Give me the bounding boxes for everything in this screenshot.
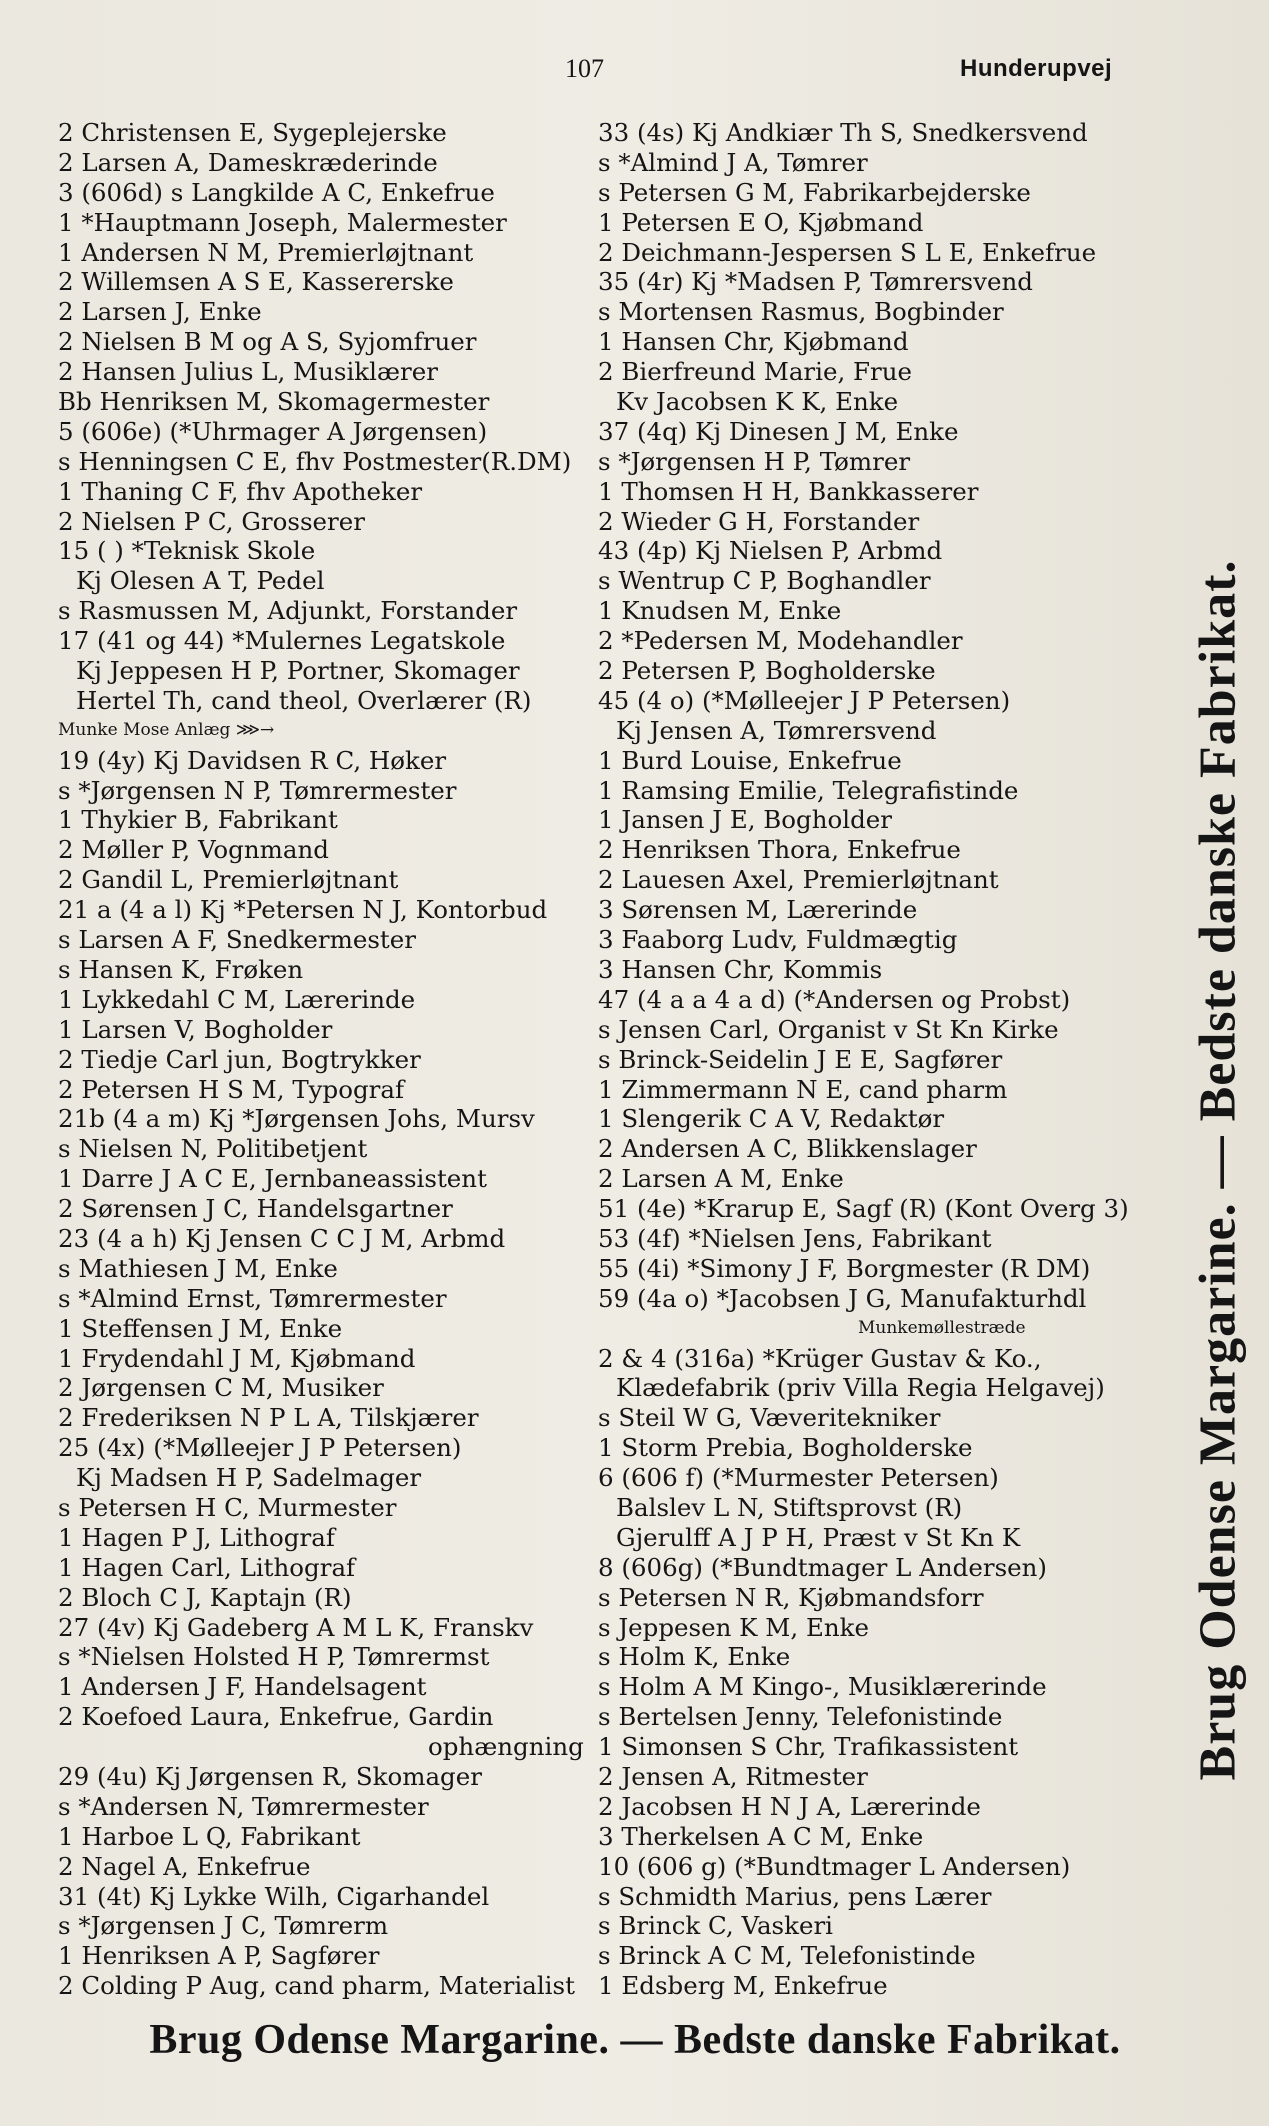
directory-entry: 1 Thykier B, Fabrikant	[58, 805, 338, 835]
directory-entry: 3 Faaborg Ludv, Fuldmægtig	[598, 925, 958, 955]
directory-entry: s *Jørgensen H P, Tømrer	[598, 446, 911, 476]
directory-entry: 55 (4i) *Simony J F, Borgmester (R DM)	[598, 1253, 1091, 1283]
directory-entry: 2 Wieder G H, Forstander	[598, 506, 920, 536]
directory-entry: 31 (4t) Kj Lykke Wilh, Cigarhandel	[58, 1881, 490, 1911]
directory-entry: s Rasmussen M, Adjunkt, Forstander	[58, 596, 518, 626]
directory-entry: 2 Petersen H S M, Typograf	[58, 1074, 405, 1104]
directory-entry: Kv Jacobsen K K, Enke	[616, 387, 899, 417]
directory-entry: 2 Larsen A M, Enke	[598, 1164, 844, 1194]
directory-entry: s Petersen G M, Fabrikarbejderske	[598, 177, 1031, 207]
directory-entry: s Holm K, Enke	[598, 1642, 791, 1672]
directory-entry: 1 Larsen V, Bogholder	[58, 1014, 333, 1044]
directory-entry: 2 Bloch C J, Kaptajn (R)	[58, 1582, 352, 1612]
directory-entry: 2 Tiedje Carl jun, Bogtrykker	[58, 1044, 421, 1074]
directory-entry: Kj Jeppesen H P, Portner, Skomager	[76, 656, 520, 686]
directory-entry: 2 Deichmann-Jespersen S L E, Enkefrue	[598, 237, 1097, 267]
directory-entry: s Petersen H C, Murmester	[58, 1492, 397, 1522]
directory-entry: 3 (606d) s Langkilde A C, Enkefrue	[58, 177, 495, 207]
directory-entry: 1 Henriksen A P, Sagfører	[58, 1941, 380, 1971]
right-column	[598, 118, 1153, 2001]
directory-entry: Hertel Th, cand theol, Overlærer (R)	[76, 685, 532, 715]
directory-entry: 43 (4p) Kj Nielsen P, Arbmd	[598, 536, 943, 566]
directory-entry: 2 Lauesen Axel, Premierløjtnant	[598, 865, 999, 895]
directory-entry: Kj Jensen A, Tømrersvend	[616, 715, 937, 745]
directory-entry: 3 Therkelsen A C M, Enke	[598, 1821, 924, 1851]
directory-entry: 2 Nielsen B M og A S, Syjomfruer	[58, 327, 477, 357]
directory-entry: 2 Larsen J, Enke	[58, 297, 262, 327]
directory-entry: 10 (606 g) (*Bundtmager L Andersen)	[598, 1851, 1071, 1881]
directory-entry: 1 Simonsen S Chr, Trafikassistent	[598, 1732, 1019, 1762]
directory-entry: 2 Gandil L, Premierløjtnant	[58, 865, 399, 895]
directory-entry: Bb Henriksen M, Skomagermester	[58, 387, 490, 417]
directory-entry: 51 (4e) *Krarup E, Sagf (R) (Kont Overg 3)	[598, 1194, 1129, 1224]
directory-entry: 1 Hagen P J, Lithograf	[58, 1522, 335, 1552]
directory-entry: s Henningsen C E, fhv Postmester(R.DM)	[58, 446, 572, 476]
directory-entry: 1 Steffensen J M, Enke	[58, 1313, 343, 1343]
directory-entry: 47 (4 a a 4 a d) (*Andersen og Probst)	[598, 984, 1071, 1014]
directory-entry: s Larsen A F, Snedkermester	[58, 925, 416, 955]
bottom-advertisement: Brug Odense Margarine. — Bedste danske Fabrikat.	[149, 2017, 1121, 2063]
directory-entry: s *Nielsen Holsted H P, Tømrermst	[58, 1642, 490, 1672]
directory-entry: 2 Jørgensen C M, Musiker	[58, 1373, 384, 1403]
directory-entry: 53 (4f) *Nielsen Jens, Fabrikant	[598, 1223, 992, 1253]
directory-entry: 17 (41 og 44) *Mulernes Legatskole	[58, 626, 506, 656]
directory-entry: s *Jørgensen J C, Tømrerm	[58, 1911, 389, 1941]
street-heading: Munke Mose Anlæg ⋙→	[58, 719, 275, 740]
directory-entry: 59 (4a o) *Jacobsen J G, Manufakturhdl	[598, 1283, 1087, 1313]
directory-entry: s Bertelsen Jenny, Telefonistinde	[598, 1702, 1003, 1732]
directory-entry: 21b (4 a m) Kj *Jørgensen Johs, Mursv	[58, 1104, 535, 1134]
directory-entry: s *Andersen N, Tømrermester	[58, 1791, 429, 1821]
directory-entry: 2 Hansen Julius L, Musiklærer	[58, 357, 438, 387]
street-heading: Munkemøllestræde	[858, 1317, 1026, 1338]
directory-entry: 1 Hansen Chr, Kjøbmand	[598, 327, 909, 357]
directory-entry: 1 Frydendahl J M, Kjøbmand	[58, 1343, 416, 1373]
directory-entry: 1 Andersen N M, Premierløjtnant	[58, 237, 474, 267]
directory-entry: 29 (4u) Kj Jørgensen R, Skomager	[58, 1761, 482, 1791]
directory-entry: 1 Slengerik C A V, Redaktør	[598, 1104, 945, 1134]
directory-entry: 2 Koefoed Laura, Enkefrue, Gardin	[58, 1702, 494, 1732]
directory-entry: s Nielsen N, Politibetjent	[58, 1134, 368, 1164]
directory-entry: 2 Christensen E, Sygeplejerske	[58, 118, 447, 147]
directory-entry: 1 Petersen E O, Kjøbmand	[598, 207, 924, 237]
directory-entry: s Schmidth Marius, pens Lærer	[598, 1881, 992, 1911]
directory-entry: 2 Bierfreund Marie, Frue	[598, 357, 913, 387]
directory-entry: s Jensen Carl, Organist v St Kn Kirke	[598, 1014, 1059, 1044]
directory-entry: 2 Larsen A, Dameskræderinde	[58, 147, 438, 177]
directory-entry: 5 (606e) (*Uhrmager A Jørgensen)	[58, 416, 488, 446]
directory-entry: 2 Andersen A C, Blikkenslager	[598, 1134, 977, 1164]
directory-entry: s *Almind Ernst, Tømrermester	[58, 1283, 447, 1313]
directory-entry: 33 (4s) Kj Andkiær Th S, Snedkersvend	[598, 118, 1088, 147]
directory-entry: 45 (4 o) (*Mølleejer J P Petersen)	[598, 685, 1011, 715]
directory-entry: s Brinck C, Vaskeri	[598, 1911, 834, 1941]
directory-entry: 21 a (4 a l) Kj *Petersen N J, Kontorbud	[58, 895, 548, 925]
directory-entry: ophængning	[428, 1732, 584, 1762]
directory-entry: s Jeppesen K M, Enke	[598, 1612, 869, 1642]
directory-entry: 35 (4r) Kj *Madsen P, Tømrersvend	[598, 267, 1033, 297]
directory-entry: 2 Nielsen P C, Grosserer	[58, 506, 365, 536]
directory-entry: 2 Petersen P, Bogholderske	[598, 656, 936, 686]
directory-entry: s Mathiesen J M, Enke	[58, 1253, 338, 1283]
directory-entry: s Hansen K, Frøken	[58, 954, 304, 984]
directory-entry: 2 & 4 (316a) *Krüger Gustav & Ko.,	[598, 1343, 1042, 1373]
directory-entry: s Brinck-Seidelin J E E, Sagfører	[598, 1044, 1003, 1074]
directory-entry: 8 (606g) (*Bundtmager L Andersen)	[598, 1552, 1047, 1582]
directory-entry: s Steil W G, Væveritekniker	[598, 1403, 941, 1433]
directory-entry: 2 Sørensen J C, Handelsgartner	[58, 1194, 453, 1224]
directory-entry: 37 (4q) Kj Dinesen J M, Enke	[598, 416, 959, 446]
directory-entry: s Mortensen Rasmus, Bogbinder	[598, 297, 1004, 327]
directory-entry: s Holm A M Kingo-, Musiklærerinde	[598, 1672, 1047, 1702]
directory-entry: 2 Colding P Aug, cand pharm, Materialist	[58, 1971, 575, 2001]
directory-entry: 1 Andersen J F, Handelsagent	[58, 1672, 427, 1702]
directory-entry: 2 Jacobsen H N J A, Lærerinde	[598, 1791, 981, 1821]
directory-entry: 23 (4 a h) Kj Jensen C C J M, Arbmd	[58, 1223, 506, 1253]
directory-entry: 1 Darre J A C E, Jernbaneassistent	[58, 1164, 487, 1194]
directory-entry: 6 (606 f) (*Murmester Petersen)	[598, 1463, 999, 1493]
directory-entry: s Petersen N R, Kjøbmandsforr	[598, 1582, 984, 1612]
directory-entry: 1 Lykkedahl C M, Lærerinde	[58, 984, 416, 1014]
running-head: Hunderupvej	[960, 55, 1113, 82]
directory-entry: 27 (4v) Kj Gadeberg A M L K, Franskv	[58, 1612, 534, 1642]
directory-entry: 1 *Hauptmann Joseph, Malermester	[58, 207, 507, 237]
directory-entry: 1 Harboe L Q, Fabrikant	[58, 1821, 361, 1851]
directory-entry: 1 Ramsing Emilie, Telegrafistinde	[598, 775, 1019, 805]
directory-entry: Kj Madsen H P, Sadelmager	[76, 1463, 422, 1493]
directory-entry: 2 Jensen A, Ritmester	[598, 1761, 868, 1791]
directory-entry: Balslev L N, Stiftsprovst (R)	[616, 1492, 963, 1522]
directory-entry: 1 Edsberg M, Enkefrue	[598, 1971, 888, 2001]
left-column	[58, 118, 618, 2001]
directory-entry: 1 Knudsen M, Enke	[598, 596, 842, 626]
directory-entry: 2 Willemsen A S E, Kassererske	[58, 267, 454, 297]
directory-entry: s Brinck A C M, Telefonistinde	[598, 1941, 976, 1971]
directory-entry: s Wentrup C P, Boghandler	[598, 566, 931, 596]
directory-entry: 19 (4y) Kj Davidsen R C, Høker	[58, 745, 447, 775]
directory-entry: 15 ( ) *Teknisk Skole	[58, 536, 316, 566]
directory-entry: s *Almind J A, Tømrer	[598, 147, 868, 177]
directory-entry: 1 Thaning C F, fhv Apotheker	[58, 476, 423, 506]
directory-entry: 2 Nagel A, Enkefrue	[58, 1851, 311, 1881]
directory-entry: 1 Zimmermann N E, cand pharm	[598, 1074, 1008, 1104]
side-advertisement: Brug Odense Margarine. — Bedste danske Fabrikat.	[1189, 559, 1247, 1781]
directory-entry: 2 *Pedersen M, Modehandler	[598, 626, 963, 656]
directory-entry: Klædefabrik (priv Villa Regia Helgavej)	[616, 1373, 1105, 1403]
directory-entry: Gjerulff A J P H, Præst v St Kn K	[616, 1522, 1021, 1552]
directory-entry: 2 Frederiksen N P L A, Tilskjærer	[58, 1403, 479, 1433]
directory-entry: Kj Olesen A T, Pedel	[76, 566, 325, 596]
directory-entry: 1 Thomsen H H, Bankkasserer	[598, 476, 979, 506]
directory-entry: 25 (4x) (*Mølleejer J P Petersen)	[58, 1433, 462, 1463]
directory-entry: 1 Burd Louise, Enkefrue	[598, 745, 902, 775]
directory-entry: s *Jørgensen N P, Tømrermester	[58, 775, 457, 805]
page-number: 107	[565, 54, 604, 83]
directory-entry: 1 Storm Prebia, Bogholderske	[598, 1433, 973, 1463]
directory-entry: 1 Jansen J E, Bogholder	[598, 805, 892, 835]
directory-entry: 1 Hagen Carl, Lithograf	[58, 1552, 356, 1582]
directory-entry: 2 Henriksen Thora, Enkefrue	[598, 835, 961, 865]
directory-entry: 3 Hansen Chr, Kommis	[598, 954, 883, 984]
directory-entry: 3 Sørensen M, Lærerinde	[598, 895, 918, 925]
directory-entry: 2 Møller P, Vognmand	[58, 835, 329, 865]
